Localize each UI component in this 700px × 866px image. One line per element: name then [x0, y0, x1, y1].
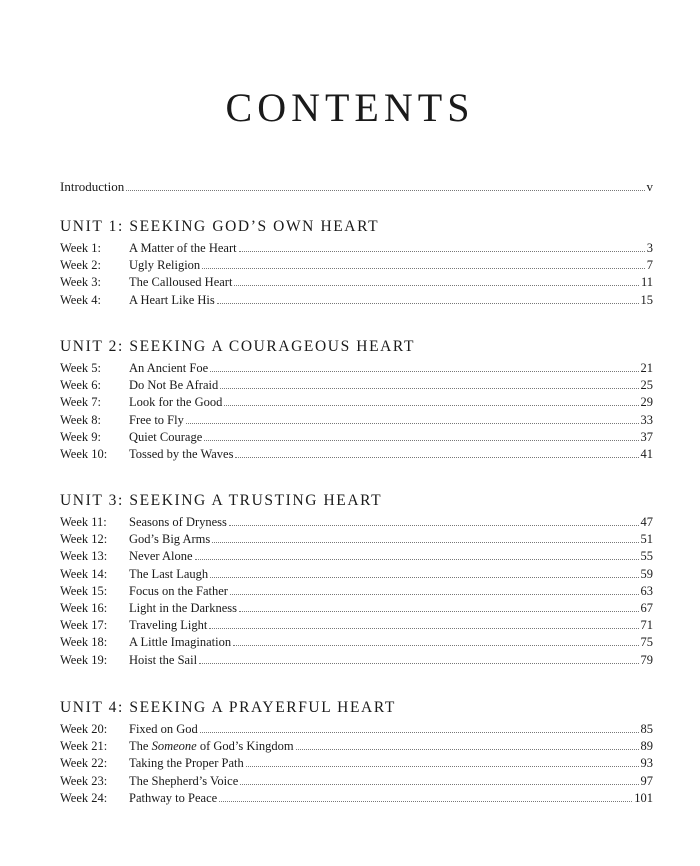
unit-2-section [60, 337, 653, 463]
unit-heading: UNIT 1: SEEKING GOD’S OWN HEART [60, 218, 380, 235]
week-label: Week 9: [60, 429, 101, 444]
entry-page: 97 [640, 773, 653, 788]
dot-leader [199, 652, 638, 664]
week-label: Week 20: [60, 722, 108, 736]
entry-page: 67 [640, 600, 653, 615]
entry-page: 25 [640, 378, 653, 393]
entry-title-emphasis: Someone [151, 739, 197, 754]
entry-page: 79 [640, 652, 653, 667]
entry-title [129, 738, 294, 755]
entry-title: Introduction [60, 179, 125, 194]
entry-title: God’s Big Arms [129, 532, 211, 547]
entry-page: 7 [646, 258, 653, 273]
toc-row [60, 583, 653, 600]
entry-title: An Ancient Foe [129, 361, 209, 375]
dot-leader [210, 566, 638, 578]
entry-page: 15 [640, 292, 653, 307]
toc-row [60, 773, 653, 790]
entry-title: Focus on the Father [129, 583, 228, 598]
entry-page: 89 [640, 739, 653, 754]
dot-leader [210, 360, 638, 372]
entry-page: 37 [640, 429, 653, 444]
dot-leader [126, 179, 644, 191]
toc-row [60, 429, 653, 446]
entry-title: Taking the Proper Path [129, 756, 244, 771]
entry-title: Hoist the Sail [129, 652, 198, 667]
dot-leader [296, 738, 639, 750]
toc-row [60, 548, 653, 565]
entry-title: A Heart Like His [129, 292, 215, 307]
dot-leader [209, 617, 638, 629]
dot-leader [195, 548, 639, 560]
unit-3-section [60, 491, 653, 669]
entry-page: 33 [640, 412, 653, 427]
toc-row [60, 446, 653, 463]
week-label: Week 5: [60, 361, 101, 375]
entry-page: 11 [640, 275, 653, 290]
entry-title: Ugly Religion [129, 258, 201, 273]
unit-heading: UNIT 3: SEEKING A TRUSTING HEART [60, 492, 383, 509]
unit-4-section [60, 698, 653, 807]
entry-page: 93 [640, 756, 653, 771]
entry-title: Traveling Light [129, 618, 208, 633]
toc-row [60, 394, 653, 411]
entry-page: 21 [640, 361, 653, 375]
entry-page: 55 [640, 549, 653, 564]
dot-leader [230, 583, 639, 595]
week-label: Week 8: [60, 412, 101, 427]
entry-title: The Last Laugh [129, 566, 209, 581]
entry-title: Never Alone [129, 549, 193, 564]
dot-leader [234, 274, 639, 286]
entry-page: 59 [640, 566, 653, 581]
week-label: Week 4: [60, 292, 101, 307]
entry-page: 41 [640, 446, 653, 461]
week-label: Week 6: [60, 378, 101, 393]
entry-page: 63 [640, 583, 653, 598]
toc-row [60, 790, 653, 807]
entry-page: 75 [640, 635, 653, 650]
week-label: Week 21: [60, 739, 108, 754]
toc-row [60, 360, 653, 377]
entry-title: Pathway to Peace [129, 790, 218, 805]
page-title: CONTENTS [225, 85, 475, 130]
unit-heading: UNIT 2: SEEKING A COURAGEOUS HEART [60, 338, 416, 355]
toc-row [60, 377, 653, 394]
dot-leader [220, 377, 638, 389]
entry-title-part: of God’s Kingdom [196, 739, 294, 754]
entry-page: v [646, 179, 653, 194]
unit-heading: UNIT 4: SEEKING A PRAYERFUL HEART [60, 699, 396, 716]
toc-row [60, 274, 653, 291]
week-label: Week 18: [60, 635, 108, 650]
week-label: Week 13: [60, 549, 108, 564]
week-label: Week 1: [60, 241, 101, 255]
week-label: Week 14: [60, 566, 108, 581]
entry-title: Do Not Be Afraid [129, 378, 219, 393]
toc-row [60, 755, 653, 772]
entry-title: Free to Fly [129, 412, 184, 427]
entry-page: 101 [634, 790, 653, 805]
unit-1-section [60, 217, 653, 309]
entry-title: The Calloused Heart [129, 275, 233, 290]
dot-leader [200, 721, 639, 733]
toc-row [60, 257, 653, 274]
entry-title: A Matter of the Heart [129, 241, 237, 255]
dot-leader [219, 790, 632, 802]
entry-title: Look for the Good [129, 395, 223, 410]
toc-row [60, 617, 653, 634]
week-label: Week 23: [60, 773, 108, 788]
entry-title: The Shepherd’s Voice [129, 773, 239, 788]
entry-title: Quiet Courage [129, 429, 203, 444]
dot-leader [204, 429, 638, 441]
introduction-entry [60, 178, 653, 195]
entry-title: A Little Imagination [129, 635, 232, 650]
entry-page: 85 [640, 722, 653, 736]
entry-page: 71 [640, 618, 653, 633]
toc-row [60, 721, 653, 738]
dot-leader [229, 514, 639, 526]
week-label: Week 10: [60, 446, 108, 461]
entry-title: Light in the Darkness [129, 600, 237, 615]
dot-leader [217, 292, 639, 304]
week-label: Week 15: [60, 583, 108, 598]
toc-row [60, 531, 653, 548]
entry-title: Tossed by the Waves [129, 446, 234, 461]
entry-page: 29 [640, 395, 653, 410]
entry-page: 51 [640, 532, 653, 547]
dot-leader [239, 600, 639, 612]
week-label: Week 12: [60, 532, 108, 547]
dot-leader [224, 394, 638, 406]
dot-leader [186, 412, 639, 424]
toc-row [60, 514, 653, 531]
dot-leader [202, 257, 645, 269]
toc-row [60, 566, 653, 583]
dot-leader [235, 446, 638, 458]
week-label: Week 24: [60, 790, 108, 805]
toc-row [60, 240, 653, 257]
toc-row [60, 634, 653, 651]
week-label: Week 22: [60, 756, 108, 771]
toc-row [60, 738, 653, 755]
entry-title-part: The [129, 739, 152, 754]
week-label: Week 7: [60, 395, 101, 410]
week-label: Week 3: [60, 275, 101, 290]
toc-row [60, 652, 653, 669]
dot-leader [246, 755, 639, 767]
toc-row [60, 600, 653, 617]
entry-page: 47 [640, 515, 653, 529]
entry-page: 3 [646, 241, 653, 255]
entry-title: Fixed on God [129, 722, 198, 736]
dot-leader [239, 240, 645, 252]
week-label: Week 11: [60, 515, 107, 529]
week-label: Week 16: [60, 600, 108, 615]
toc-row [60, 412, 653, 429]
dot-leader [240, 773, 638, 785]
week-label: Week 2: [60, 258, 101, 273]
week-label: Week 17: [60, 618, 108, 633]
entry-title: Seasons of Dryness [129, 515, 227, 529]
dot-leader [233, 634, 638, 646]
toc-row [60, 178, 653, 195]
week-label: Week 19: [60, 652, 108, 667]
dot-leader [212, 531, 638, 543]
toc-row [60, 292, 653, 309]
